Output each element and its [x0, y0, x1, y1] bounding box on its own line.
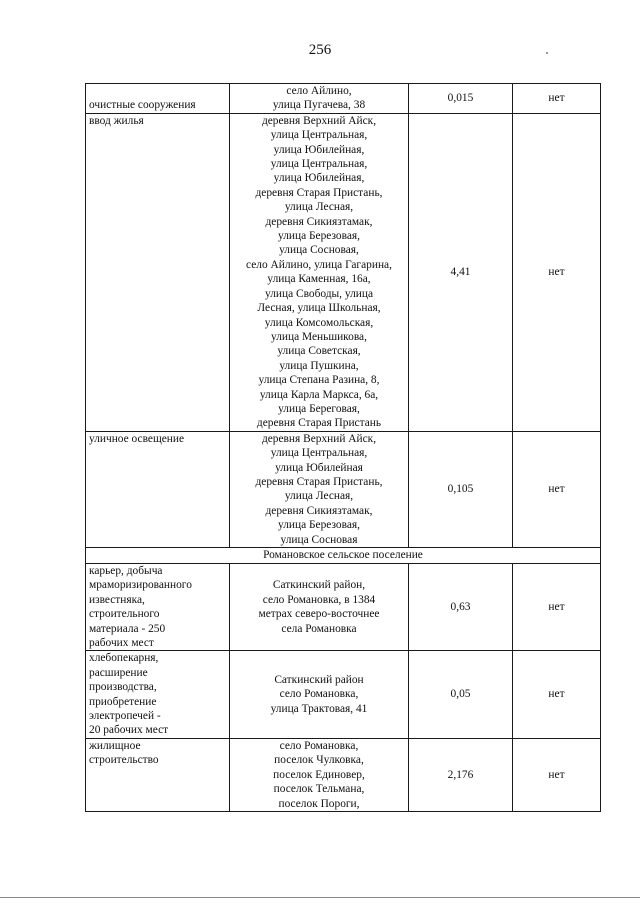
object-name: карьер, добыча мраморизированного известняка, строительного материала - 250 рабочих мест — [89, 565, 192, 650]
table-row — [86, 738, 601, 811]
location-cell: деревня Верхний Айск, улица Центральная, улица Юбилейная деревня Старая Пристань, улица Лесная, деревня Сикиязтамак, улица Березовая, улица Сосновая — [230, 431, 409, 547]
object-name: ввод жилья — [89, 114, 144, 127]
table-row — [86, 651, 601, 738]
table-row — [86, 113, 601, 431]
scan-artifact — [546, 52, 548, 54]
value-cell: 4,41 — [409, 113, 513, 431]
table-row — [86, 84, 601, 114]
object-name: очистные сооружения — [89, 99, 196, 112]
value-cell: 0,63 — [409, 564, 513, 651]
object-name: хлебопекарня, расширение производства, приобретение электропечей - 20 рабочих мест — [89, 652, 169, 737]
table-body — [86, 84, 601, 812]
value-cell: 2,176 — [409, 738, 513, 811]
status-cell: нет — [513, 651, 601, 738]
status-cell: нет — [513, 113, 601, 431]
location-cell: Саткинский район село Романовка, улица Трактовая, 41 — [230, 651, 409, 738]
object-name-cell — [86, 738, 230, 811]
value-cell: 0,015 — [409, 84, 513, 114]
value-cell: 0,105 — [409, 431, 513, 547]
table-row — [86, 431, 601, 547]
location-cell: деревня Верхний Айск, улица Центральная, улица Юбилейная, улица Центральная, улица Юбилейная, деревня Старая Пристань, улица Лесная, деревня Сикиязтамак, улица Березовая, улица Сосновая, село Айлино, улица Гагарина, улица Каменная, 16а, улица Свободы, улица Лесная, улица Школьная, улица Комсомольская, улица Меньшикова, улица Советская, улица Пушкина, улица Степана Разина, 8, улица Карла Маркса, 6а, улица Береговая, деревня Старая Пристань — [230, 113, 409, 431]
status-cell: нет — [513, 431, 601, 547]
status-cell: нет — [513, 564, 601, 651]
object-name-cell — [86, 651, 230, 738]
object-name: уличное освещение — [89, 432, 185, 445]
status-cell: нет — [513, 84, 601, 114]
section-title: Романовское сельское поселение — [86, 548, 601, 564]
object-name-cell — [86, 84, 230, 114]
object-name-cell — [86, 431, 230, 547]
location-cell: село Романовка, поселок Чулковка, поселок Единовер, поселок Тельмана, поселок Пороги, — [230, 738, 409, 811]
object-name: жилищное строительство — [89, 739, 159, 767]
object-name-cell — [86, 113, 230, 431]
page-bottom-rule — [0, 897, 640, 898]
value-cell: 0,05 — [409, 651, 513, 738]
status-cell: нет — [513, 738, 601, 811]
object-name-cell — [86, 564, 230, 651]
section-header-row — [86, 548, 601, 564]
location-cell: село Айлино, улица Пугачева, 38 — [230, 84, 409, 114]
infrastructure-table — [85, 83, 601, 812]
page-number: 256 — [308, 42, 332, 58]
location-cell: Саткинский район, село Романовка, в 1384 метрах северо-восточнее села Романовка — [230, 564, 409, 651]
table-row — [86, 564, 601, 651]
